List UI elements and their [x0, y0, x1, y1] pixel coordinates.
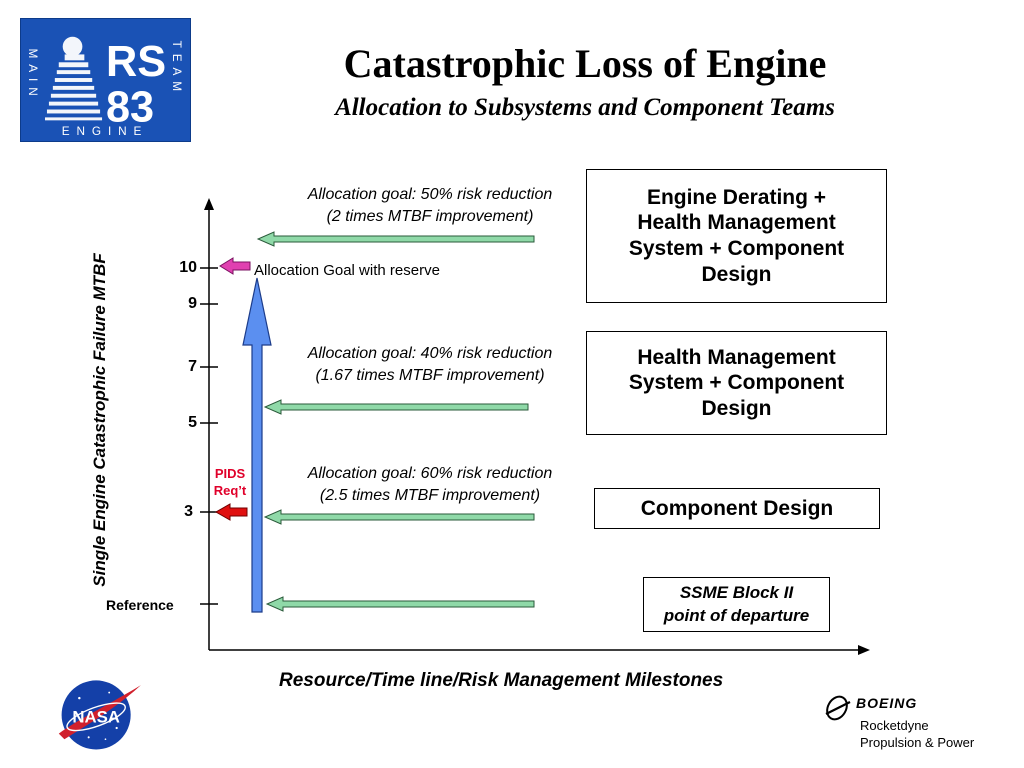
box-health-management-line2: System + Component	[628, 371, 845, 395]
x-axis-label: Resource/Time line/Risk Management Milestones	[279, 670, 724, 691]
box-engine-derating-line3: System + Component	[628, 237, 845, 260]
pids-label-line2: Req’t	[213, 482, 247, 498]
goal-50-text	[276, 184, 584, 229]
logo-text-team: TEAM	[169, 40, 184, 98]
logo-text-engine: ENGINE	[61, 124, 149, 139]
tick-label-3: 3	[184, 503, 193, 520]
blue-up-arrow	[243, 278, 271, 612]
tick-label-reference: Reference	[106, 597, 174, 613]
goal-40-text	[276, 343, 584, 388]
box-ssme-line2: point of departure	[663, 605, 810, 625]
goal-60-line2: (2.5 times MTBF improvement)	[319, 487, 541, 505]
y-axis-arrowhead	[204, 198, 214, 210]
boeing-logo-text: BOEING	[856, 695, 918, 711]
box-health-management	[586, 331, 887, 435]
logo-text-83: 83	[105, 83, 155, 132]
green-arrow-40	[265, 400, 528, 414]
magenta-reserve-arrow	[220, 258, 250, 274]
green-arrow-reference	[267, 597, 534, 611]
boeing-subtitle	[860, 718, 974, 752]
nasa-logo	[50, 672, 146, 756]
nasa-logo-text: NASA	[72, 707, 120, 727]
box-ssme-line1: SSME Block II	[679, 582, 794, 602]
goal-40-line2: (1.67 times MTBF improvement)	[315, 367, 545, 385]
box-health-management-line1: Health Management	[637, 345, 836, 369]
goal-40-line1: Allocation goal: 40% risk reduction	[307, 345, 553, 362]
goal-60-text	[276, 463, 584, 508]
tick-label-5: 5	[188, 414, 197, 431]
goal-60-line1: Allocation goal: 60% risk reduction	[307, 465, 553, 482]
y-axis-label: Single Engine Catastrophic Failure MTBF	[90, 253, 109, 587]
green-arrow-50	[258, 232, 534, 246]
goal-50-line2: (2 times MTBF improvement)	[326, 208, 534, 226]
x-axis-arrowhead	[858, 645, 870, 655]
boeing-sub-line2: Propulsion & Power	[860, 734, 975, 750]
box-component-design: Component Design	[594, 488, 880, 529]
box-engine-derating	[586, 169, 887, 303]
box-engine-derating-line4: Design	[701, 262, 772, 286]
box-ssme-block-ii	[643, 577, 830, 632]
page-title: Catastrophic Loss of Engine	[343, 41, 827, 86]
logo-text-main: MAIN	[26, 48, 41, 102]
pids-label-line1: PIDS	[214, 466, 246, 481]
box-health-management-line3: Design	[701, 396, 772, 420]
allocation-reserve-label: Allocation Goal with reserve	[254, 262, 440, 279]
pids-label	[208, 466, 252, 500]
green-arrow-60	[265, 510, 534, 524]
box-engine-derating-line2: Health Management	[637, 211, 836, 235]
page-subtitle: Allocation to Subsystems and Component Teams	[335, 94, 835, 121]
goal-50-line1: Allocation goal: 50% risk reduction	[307, 186, 553, 203]
logo-text-rs: RS	[105, 38, 167, 87]
red-pids-arrow	[216, 504, 247, 520]
boeing-sub-line1: Rocketdyne	[860, 718, 929, 733]
box-engine-derating-line1: Engine Derating +	[646, 185, 827, 209]
tick-label-10: 10	[179, 259, 197, 276]
tick-label-7: 7	[188, 358, 197, 375]
tick-label-9: 9	[188, 295, 197, 312]
